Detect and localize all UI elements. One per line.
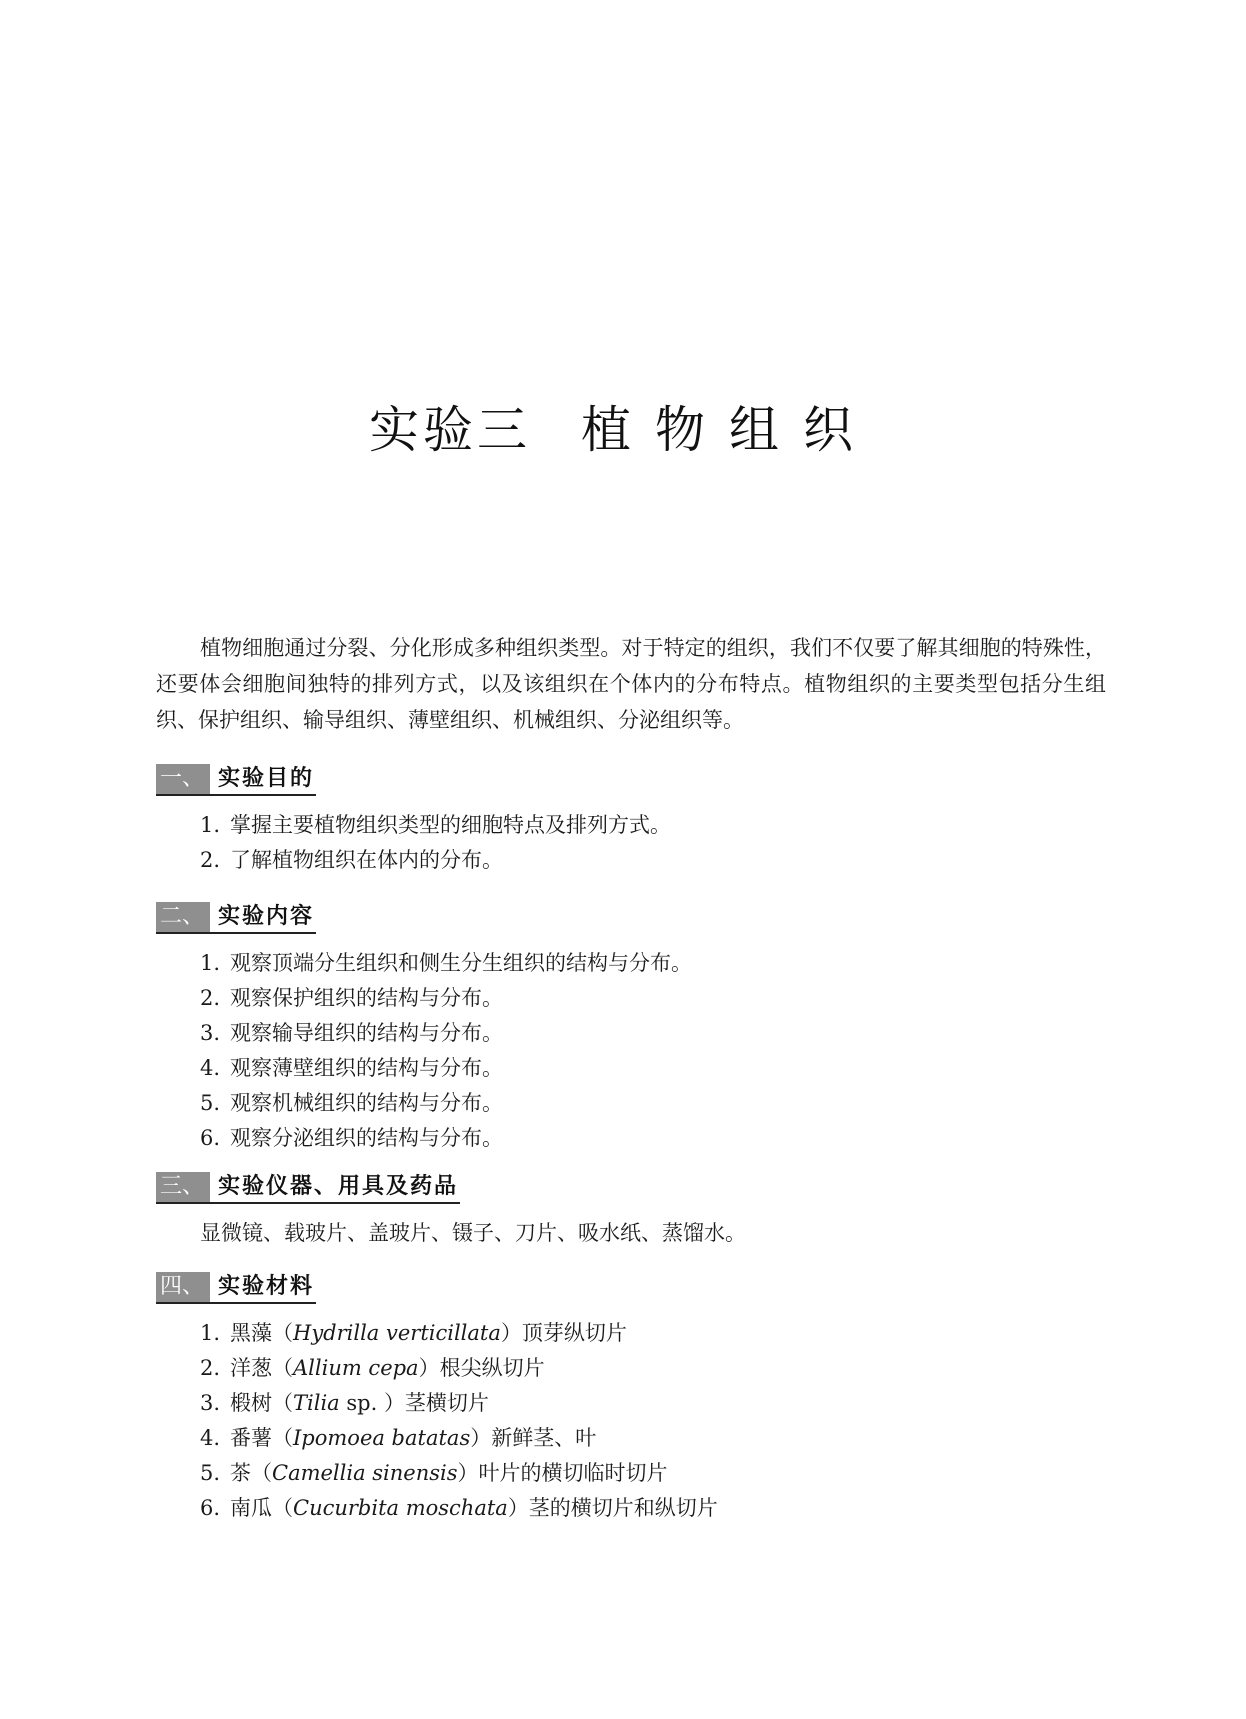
- section-heading-objectives: [156, 764, 316, 796]
- section-number: 三、: [156, 1172, 210, 1202]
- section-title: 实验材料: [218, 1274, 315, 1299]
- list-item: 4. 番薯（Ipomoea batatas）新鲜茎、叶: [200, 1426, 597, 1450]
- objectives-list: [200, 808, 671, 878]
- section-title: 实验目的: [218, 766, 315, 791]
- instruments-text: 显微镜、载玻片、盖玻片、镊子、刀片、吸水纸、蒸馏水。: [200, 1221, 746, 1245]
- latin-name: Hydrilla verticillata: [293, 1321, 501, 1345]
- list-item: 5. 茶（Camellia sinensis）叶片的横切临时切片: [200, 1461, 668, 1485]
- section-heading-instruments: [156, 1172, 460, 1204]
- list-item: 4. 观察薄壁组织的结构与分布。: [200, 1056, 503, 1080]
- contents-list: [200, 946, 692, 1156]
- intro-paragraph: 植物细胞通过分裂、分化形成多种组织类型。对于特定的组织，我们不仅要了解其细胞的特殊性，还要体会细胞间独特的排列方式，以及该组织在个体内的分布特点。植物组织的主要类型包括分生组织、保护组织、输导组织、薄壁组织、机械组织、分泌组织等。: [156, 636, 1106, 732]
- list-item: 5. 观察机械组织的结构与分布。: [200, 1091, 503, 1115]
- section-number: 四、: [156, 1272, 210, 1302]
- section-number: 二、: [156, 902, 210, 932]
- list-item: 1. 观察顶端分生组织和侧生分生组织的结构与分布。: [200, 951, 692, 975]
- chapter-title: [0, 390, 1246, 462]
- chapter-number: 实验三: [369, 401, 531, 459]
- list-item: 6. 观察分泌组织的结构与分布。: [200, 1126, 503, 1150]
- latin-name: Allium cepa: [293, 1356, 419, 1380]
- materials-list: [200, 1316, 718, 1526]
- list-item: 1. 黑藻（Hydrilla verticillata）顶芽纵切片: [200, 1321, 627, 1345]
- list-item: 1. 掌握主要植物组织类型的细胞特点及排列方式。: [200, 813, 671, 837]
- section-title: 实验仪器、用具及药品: [218, 1174, 459, 1199]
- section-number: 一、: [156, 764, 210, 794]
- latin-name: Camellia sinensis: [272, 1461, 458, 1485]
- list-item: 6. 南瓜（Cucurbita moschata）茎的横切片和纵切片: [200, 1496, 718, 1520]
- list-item: 2. 了解植物组织在体内的分布。: [200, 848, 503, 872]
- list-item: 3. 椴树（Tilia sp. ）茎横切片: [200, 1391, 489, 1415]
- list-item: 2. 观察保护组织的结构与分布。: [200, 986, 503, 1010]
- latin-name: Cucurbita moschata: [293, 1496, 508, 1520]
- list-item: 2. 洋葱（Allium cepa）根尖纵切片: [200, 1356, 545, 1380]
- section-heading-contents: [156, 902, 316, 934]
- chapter-name: 植物组织: [581, 401, 877, 459]
- section-heading-materials: [156, 1272, 316, 1304]
- list-item: 3. 观察输导组织的结构与分布。: [200, 1021, 503, 1045]
- latin-name: Ipomoea batatas: [293, 1426, 471, 1450]
- latin-name: Tilia: [293, 1391, 340, 1415]
- section-title: 实验内容: [218, 904, 315, 929]
